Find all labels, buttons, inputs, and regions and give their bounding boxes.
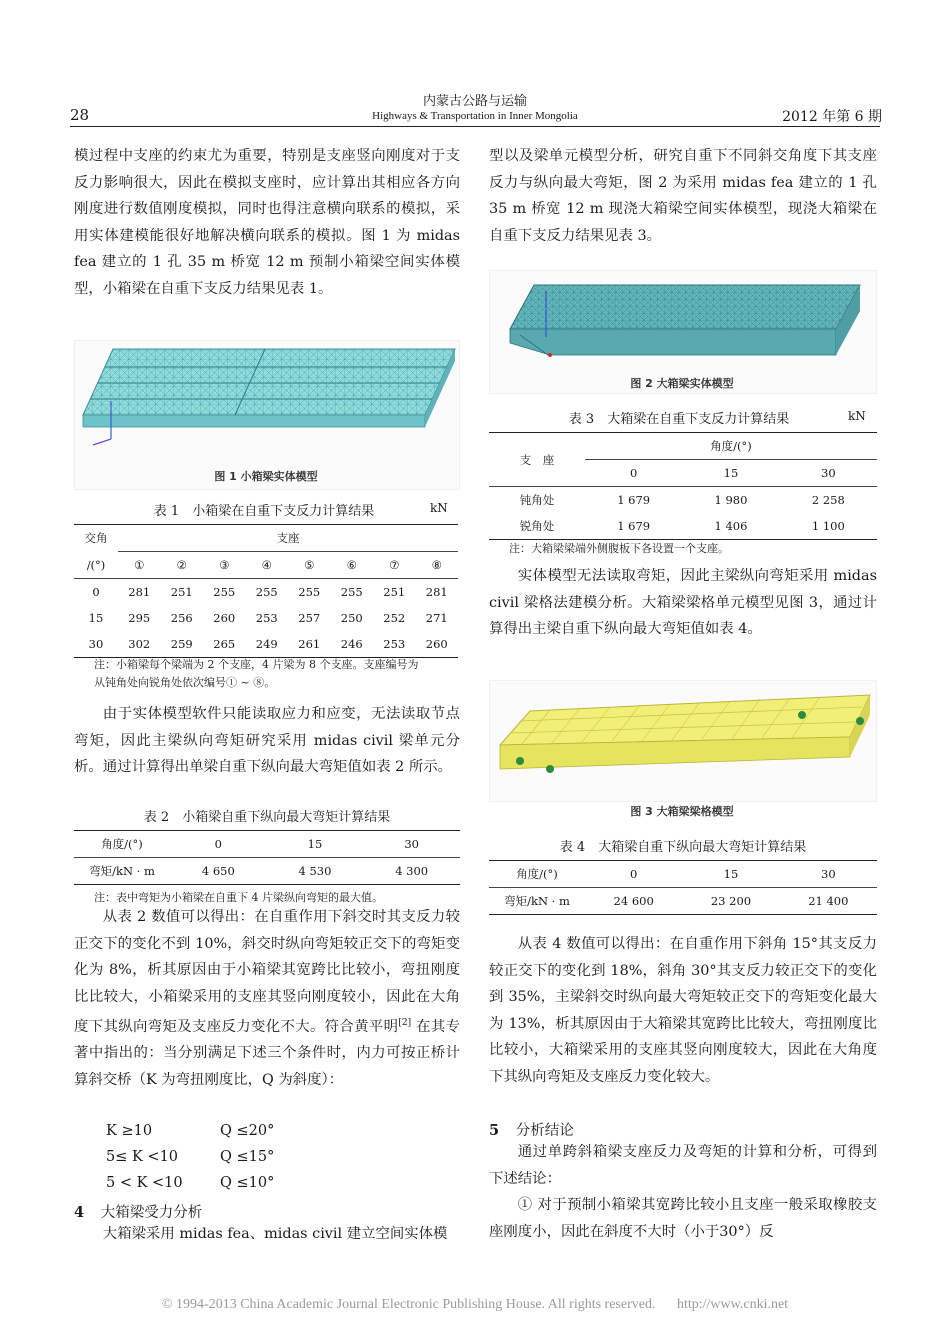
table-1-col-header: ② (176, 558, 187, 572)
table-1 (74, 524, 458, 658)
table-1-note-line-2: 从钝角处向锐角处依次编号① ~ ⑧。 (94, 676, 276, 689)
copyright-text: © 1994-2013 China Academic Journal Electronic Publishing House. All rights reserved. (161, 1297, 656, 1312)
left-paragraph-3 (74, 904, 460, 1093)
table-4-row-label: 弯矩/kN · m (504, 894, 570, 908)
table-cell: 255 (255, 585, 278, 599)
formula-2-right: Q ≤15° (220, 1149, 275, 1165)
table-cell: 251 (170, 585, 193, 599)
table-cell: 265 (213, 637, 236, 651)
table-cell: 251 (383, 585, 406, 599)
table-row (74, 631, 458, 658)
left-paragraph-4: 大箱梁采用 midas fea、midas civil 建立空间实体模 (102, 1226, 448, 1242)
formula-3-right: Q ≤10° (220, 1175, 275, 1191)
table-row (74, 858, 460, 885)
section-4-heading (74, 1201, 202, 1222)
table-row (74, 605, 458, 631)
table-1-col-header: ⑤ (304, 558, 315, 572)
table-cell: 246 (340, 637, 363, 651)
page-number: 28 (70, 106, 90, 124)
formula-2-left: 5≤ K <10 (106, 1149, 179, 1165)
table-cell: 257 (298, 611, 321, 625)
table-2-row-label: 弯矩/kN · m (89, 864, 155, 878)
section-4-title: 大箱梁受力分析 (100, 1205, 203, 1221)
table-3-corner-label: 支 座 (489, 433, 585, 487)
journal-title-en: Highways & Transportation in Inner Mongolia (372, 110, 578, 122)
issue-number: 2012 年第 6 期 (782, 109, 882, 125)
right-paragraph-3: 从表 4 数值可以得出：在自重作用下斜角 15°其支反力较正交下的变化到 18%，斜角 30°其支反力较正交下的变化到 35%，主梁斜交时纵向最大弯矩较正交下的弯矩变化最大为 13%，析其原因由于大箱梁其宽跨比比较大，弯扭刚度比比较小，大箱梁采用的支座其竖向刚度较大，因此在大角度下其纵向弯矩及支座反力变化较大。 (489, 936, 877, 1085)
table-row (74, 579, 458, 606)
table-cell: 1 980 (714, 493, 748, 507)
table-1-unit: kN (430, 501, 448, 515)
journal-title-cn: 内蒙古公路与运输 (422, 94, 527, 109)
table-3-col-header: 0 (630, 466, 638, 480)
table-1-col-header: ⑥ (346, 558, 357, 572)
table-row (489, 487, 877, 514)
table-4-col-header: 0 (630, 867, 638, 881)
table-cell: 302 (128, 637, 151, 651)
left-paragraph-3-continued: 在其专著中指出的：当分别满足下述三个条件时，内力可按正桥计算斜交桥（K 为弯扭刚度比，Q 为斜度）： (74, 1018, 460, 1088)
table-cell: 21 400 (808, 894, 849, 908)
table-1-note-line-1: 注：小箱梁每个梁端为 2 个支座，4 片梁为 8 个支座。支座编号为 (94, 658, 419, 671)
table-cell: 2 258 (811, 493, 845, 507)
table-cell: 250 (340, 611, 363, 625)
table-1-col-header: ⑦ (389, 558, 400, 572)
table-cell: 281 (128, 585, 151, 599)
table-3 (489, 432, 877, 540)
large-box-girder-grid-model-image (490, 681, 876, 801)
formula-1-left: K ≥10 (106, 1123, 153, 1139)
right-paragraph-5: ① 对于预制小箱梁其宽跨比较小且支座一般采取橡胶支座刚度小，因此在斜度不大时（小于30°）反 (489, 1197, 877, 1240)
table-1-corner-unit: /(°) (86, 557, 106, 572)
table-3-row-label: 锐角处 (519, 519, 555, 533)
table-cell: 1 679 (617, 493, 651, 507)
section-5-title: 分析结论 (515, 1123, 574, 1139)
section-5-heading (489, 1119, 574, 1140)
table-2-col-header: 15 (307, 837, 323, 851)
reference-marker: [2] (398, 1018, 412, 1028)
table-4-col-header: 30 (821, 867, 836, 881)
left-paragraph-3-text: 从表 2 数值可以得出：在自重作用下斜交时其支反力较正交下的变化不到 10%，斜交时纵向弯矩较正交下的弯矩变化为 8%，析其原因由于小箱梁其宽跨比比较小，弯扭刚度比比较大，小箱梁采用的支座其竖向刚度较小，因此在大角度下其纵向弯矩及支座反力变化不大。符合黄平明 (74, 909, 460, 1035)
right-paragraph-4: 通过单跨斜箱梁支座反力及弯矩的计算和分析，可得到下述结论： (489, 1144, 877, 1187)
copyright-footer (0, 1297, 950, 1313)
left-paragraph-1: 模过程中支座的约束尤为重要，特别是支座竖向刚度对于支反力影响很大，因此在模拟支座时，应计算出其相应各方向刚度进行数值刚度模拟，同时也得注意横向联系的模拟，采用实体建模能很好地解决横向联系的模拟。图 1 为 midas fea 建立的 1 孔 35 m 桥宽 12 m 预制小箱梁空间实体模型，小箱梁在自重下支反力结果见表 1。 (74, 148, 460, 297)
left-paragraph-2: 由于实体模型软件只能读取应力和应变，无法读取节点弯矩，因此主梁纵向弯矩研究采用 midas civil 梁单元分析。通过计算得出单梁自重下纵向最大弯矩值如表 2 所示。 (74, 706, 460, 775)
table-3-title: 表 3 大箱梁在自重下支反力计算结果 (568, 412, 790, 427)
table-1-col-header: ③ (219, 558, 230, 572)
table-2 (74, 830, 460, 885)
table-cell: 259 (170, 637, 193, 651)
table-1-row-label: 0 (92, 585, 100, 599)
table-1-title: 表 1 小箱梁在自重下支反力计算结果 (153, 504, 375, 519)
formula-3-left: 5 < K <10 (106, 1175, 183, 1191)
table-2-title: 表 2 小箱梁自重下纵向最大弯矩计算结果 (143, 810, 391, 825)
right-paragraph-2: 实体模型无法读取弯矩，因此主梁纵向弯矩采用 midas civil 梁格法建模分析。大箱梁梁格单元模型见图 3，通过计算得出主梁自重下纵向最大弯矩值如表 4。 (489, 568, 877, 637)
table-cell: 252 (383, 611, 406, 625)
table-cell: 24 600 (613, 894, 654, 908)
table-row (489, 888, 877, 915)
table-cell: 281 (425, 585, 448, 599)
figure-3 (489, 680, 877, 802)
table-cell: 4 650 (201, 864, 235, 878)
table-3-row-label: 钝角处 (519, 493, 555, 507)
table-cell: 261 (298, 637, 321, 651)
table-1-note (94, 656, 460, 692)
table-cell: 1 406 (714, 519, 748, 533)
table-2-col-header: 0 (214, 837, 222, 851)
table-1-col-header: ④ (261, 558, 272, 572)
figure-1-caption: 图 1 小箱梁实体模型 (214, 470, 318, 483)
cnki-link[interactable]: http://www.cnki.net (676, 1297, 789, 1312)
table-3-unit: kN (848, 409, 866, 423)
table-cell: 4 530 (298, 864, 332, 878)
table-row (489, 513, 877, 540)
table-cell: 255 (298, 585, 321, 599)
table-cell: 260 (213, 611, 236, 625)
table-4-header-label: 角度/(°) (516, 867, 558, 881)
figure-3-caption: 图 3 大箱梁梁格模型 (630, 805, 734, 818)
table-3-note: 注：大箱梁梁端外侧腹板下各设置一个支座。 (509, 542, 729, 555)
table-cell: 4 300 (395, 864, 429, 878)
table-cell: 271 (425, 611, 448, 625)
table-3-group-header: 角度/(°) (585, 433, 877, 460)
table-3-col-header: 15 (723, 466, 739, 480)
table-1-col-header: ① (134, 558, 145, 572)
table-2-header-label: 角度/(°) (101, 837, 143, 851)
table-1-col-header: ⑧ (431, 558, 442, 572)
table-cell: 253 (383, 637, 406, 651)
table-2-note: 注：表中弯矩为小箱梁在自重下 4 片梁纵向弯矩的最大值。 (94, 891, 383, 904)
table-cell: 1 679 (617, 519, 651, 533)
right-paragraph-1: 型以及梁单元模型分析，研究自重下不同斜交角度下其支座反力与纵向最大弯矩，图 2 为采用 midas fea 建立的 1 孔 35 m 桥宽 12 m 现浇大箱梁空间实体模型，现浇大箱梁在自重下支反力结果见表 3。 (489, 148, 877, 244)
table-3-col-header: 30 (821, 466, 836, 480)
formula-1-right: Q ≤20° (220, 1123, 275, 1139)
table-4 (489, 860, 877, 915)
table-cell: 1 100 (811, 519, 845, 533)
section-5-number: 5 (489, 1122, 500, 1139)
table-cell: 249 (255, 637, 278, 651)
section-4-number: 4 (74, 1204, 85, 1221)
table-cell: 253 (255, 611, 278, 625)
table-cell: 256 (170, 611, 193, 625)
small-box-girder-model-image (75, 341, 459, 489)
table-1-group-header: 支座 (118, 525, 458, 552)
table-cell: 260 (425, 637, 448, 651)
table-cell: 255 (213, 585, 236, 599)
table-cell: 295 (128, 611, 151, 625)
table-cell: 255 (340, 585, 363, 599)
table-4-col-header: 15 (723, 867, 739, 881)
table-2-col-header: 30 (404, 837, 419, 851)
figure-2-caption: 图 2 大箱梁实体模型 (630, 377, 734, 390)
table-cell: 23 200 (710, 894, 752, 908)
header-divider (70, 126, 880, 127)
table-1-row-label: 15 (88, 611, 104, 625)
table-1-corner-label: 交角 (84, 531, 108, 546)
table-1-row-label: 30 (88, 637, 104, 651)
table-4-title: 表 4 大箱梁自重下纵向最大弯矩计算结果 (559, 840, 807, 855)
